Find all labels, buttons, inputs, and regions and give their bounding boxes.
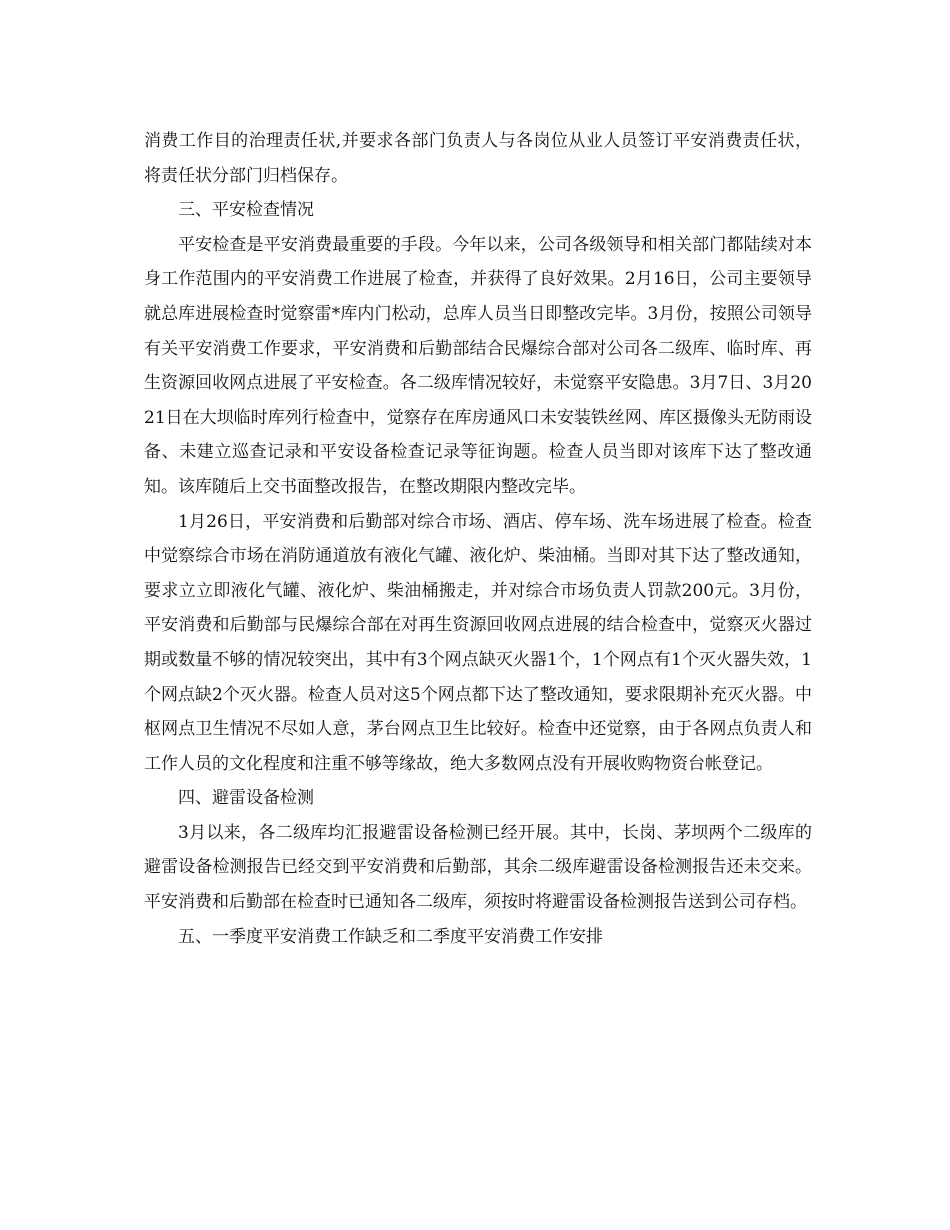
document-page	[144, 124, 812, 954]
paragraph-market-inspection: 1月26日，平安消费和后勤部对综合市场、酒店、停车场、洗车场进展了检查。检查中觉察综合市场在消防通道放有液化气罐、液化炉、柴油桶。当即对其下达了整改通知，要求立立即液化气罐、液化炉、柴油桶搬走，并对综合市场负责人罚款200元。3月份，平安消费和后勤部与民爆综合部在对再生资源回收网点进展的结合检查中，觉察灭火器过期或数量不够的情况较突出，其中有3个网点缺灭火器1个，1个网点有1个灭火器失效，1个网点缺2个灭火器。检查人员对这5个网点都下达了整改通知，要求限期补充灭火器。中枢网点卫生情况不尽如人意，茅台网点卫生比较好。检查中还觉察，由于各网点负责人和工作人员的文化程度和注重不够等缘故，绝大多数网点没有开展收购物资台帐登记。	[144, 511, 812, 774]
section-heading-3: 三、平安检查情况	[178, 200, 314, 221]
paragraph-lightning-detection: 3月以来，各二级库均汇报避雷设备检测已经开展。其中，长岗、茅坝两个二级库的避雷设备检测报告已经交到平安消费和后勤部，其余二级库避雷设备检测报告还未交来。平安消费和后勤部在检查时已通知各二级库，须按时将避雷设备检测报告送到公司存档。	[144, 822, 812, 913]
paragraph-safety-inspection: 平安检查是平安消费最重要的手段。今年以来，公司各级领导和相关部门都陆续对本身工作范围内的平安消费工作进展了检查，并获得了良好效果。2月16日，公司主要领导就总库进展检查时觉察雷*库内门松动，总库人员当日即整改完毕。3月份，按照公司领导有关平安消费工作要求，平安消费和后勤部结合民爆综合部对公司各二级库、临时库、再生资源回收网点进展了平安检查。各二级库情况较好，未觉察平安隐患。3月7日、3月2021日在大坝临时库列行检查中，觉察存在库房通风口未安装铁丝网、库区摄像头无防雨设备、未建立巡查记录和平安设备检查记录等征询题。检查人员当即对该库下达了整改通知。该库随后上交书面整改报告，在整改期限内整改完毕。	[144, 234, 812, 497]
section-heading-4: 四、避雷设备检测	[178, 788, 314, 809]
section-heading-5: 五、一季度平安消费工作缺乏和二季度平安消费工作安排	[178, 926, 603, 947]
paragraph-continued: 消费工作目的治理责任状,并要求各部门负责人与各岗位从业人员签订平安消费责任状，将责任状分部门归档保存。	[144, 131, 812, 186]
